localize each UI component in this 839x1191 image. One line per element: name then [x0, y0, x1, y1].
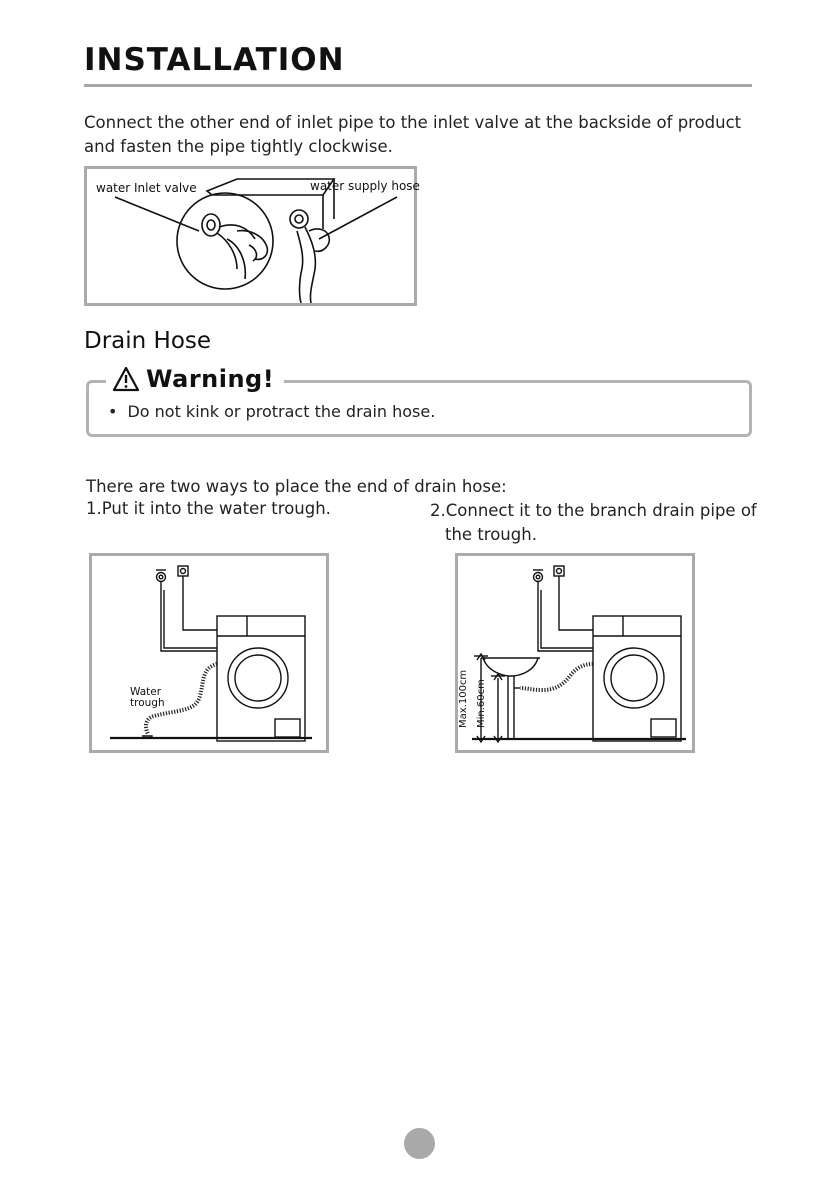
warning-item — [108, 402, 435, 421]
page-title: INSTALLATION — [84, 42, 345, 78]
drain-ways-intro: There are two ways to place the end of drain hose: — [86, 477, 507, 496]
water-trough-illustration — [92, 556, 326, 750]
water-trough-figure — [89, 553, 329, 753]
drain-way-1: 1.Put it into the water trough. — [86, 499, 331, 518]
intro-text — [84, 111, 764, 159]
label-water-supply-hose: water supply hose — [310, 179, 420, 193]
bullet: • — [108, 402, 118, 421]
warning-header — [106, 365, 284, 393]
drain-way-2: 2.Connect it to the branch drain pipe of the trough. — [430, 501, 757, 544]
trough-label-line-2: trough — [130, 697, 165, 709]
water-trough-label — [130, 687, 165, 709]
drain-hose-heading: Drain Hose — [84, 328, 212, 354]
branch-drain-illustration — [458, 556, 692, 750]
branch-drain-figure — [455, 553, 695, 753]
trough-label-line-1: Water — [130, 686, 162, 698]
min-height-label: Min.60cm — [476, 679, 487, 728]
warning-text: Do not kink or protract the drain hose. — [127, 402, 436, 421]
max-height-label: Max.100cm — [458, 669, 469, 728]
label-water-inlet-valve: water Inlet valve — [96, 181, 197, 195]
warning-title: Warning! — [146, 365, 275, 393]
warning-triangle-icon — [112, 366, 140, 392]
page-number-marker — [404, 1128, 435, 1159]
title-divider — [84, 84, 752, 87]
inlet-valve-figure — [84, 166, 420, 306]
intro-line-1: Connect the other end of inlet pipe to the inlet valve at the backside of product — [84, 113, 742, 132]
intro-line-2: and fasten the pipe tightly clockwise. — [84, 137, 393, 156]
